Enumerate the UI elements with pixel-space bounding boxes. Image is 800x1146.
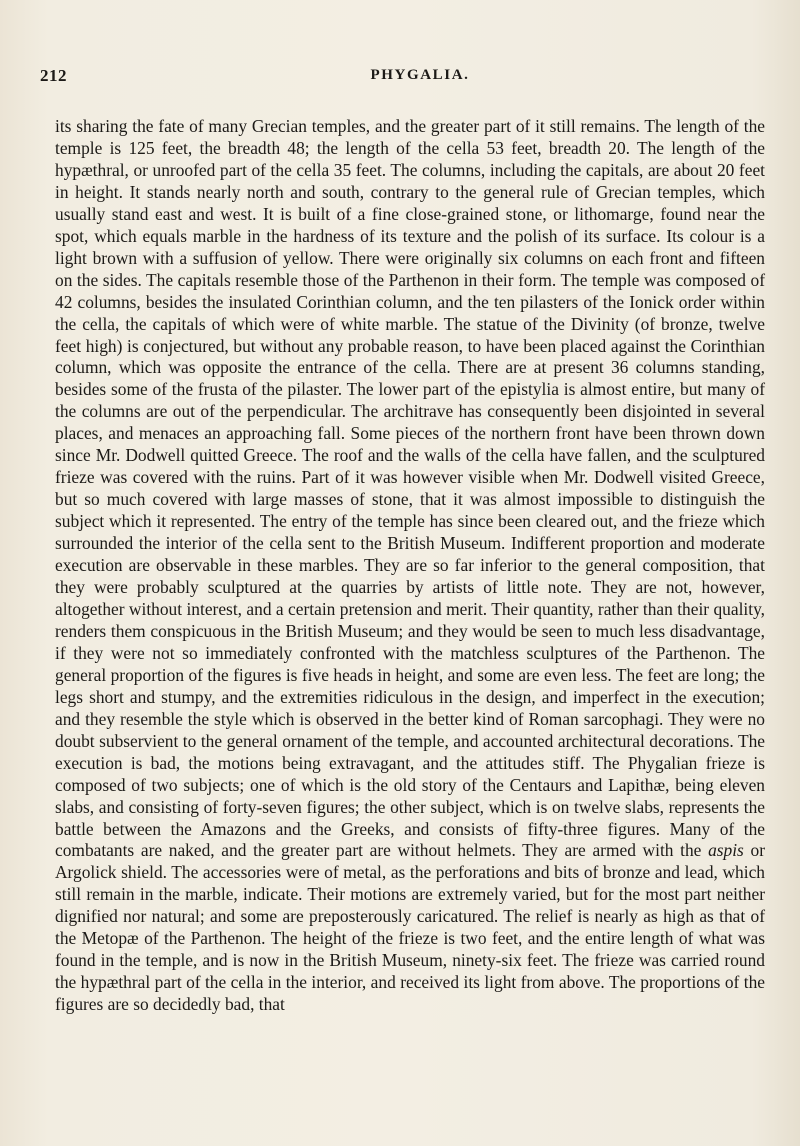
running-head: PHYGALIA. <box>370 67 470 83</box>
italic-term-aspis: aspis <box>708 840 744 861</box>
body-text-part-1: its sharing the fate of many Grecian temples, and the greater part of it still remains. The length of the temple is 125 feet, the breadth 48; the length of the cella 53 feet, breadth 20. The length of the hypæthral, or unroofed part of the cella 35 feet. The columns, including the capitals, are about 20 feet in height. It stands nearly north and south, contrary to the general rule of Grecian temples, which usually stand east and west. It is built of a fine close-grained stone, or lithomarge, found near the spot, which equals marble in the hardness of its texture and the polish of its surface. Its colour is a light brown with a suffusion of yellow. There were originally six columns on each front and fifteen on the sides. The capitals resemble those of the Parthenon in their form. The temple was composed of 42 columns, besides the insulated Corinthian column, and the ten pilasters of the Ionick order within the cella, the capitals of which were of white marble. The statue of the Divinity (of bronze, twelve feet high) is conjectured, but without any probable reason, to have been placed against the Corinthian column, which was opposite the entrance of the cella. There are at present 36 columns standing, besides some of the frusta of the pilaster. The lower part of the epistylia is almost entire, but many of the columns are out of the perpendicular. The architrave has consequently been disjointed in several places, and menaces an approaching fall. Some pieces of the northern front have been thrown down since Mr. Dodwell quitted Greece. The roof and the walls of the cella have fallen, and the sculptured frieze was covered with the ruins. Part of it was however visible when Mr. Dodwell visited Greece, but so much covered with large masses of stone, that it was almost impossible to distinguish the subject which it represented. The entry of the temple has since been cleared out, and the frieze which surrounded the interior of the cella sent to the British Museum. Indifferent proportion and moderate execution are observable in these marbles. They are so far inferior to the general composition, that they were probably sculptured at the quarries by artists of little note. They are not, however, altogether without interest, and a certain pretension and merit. Their quantity, rather than their quality, renders them conspicuous in the British Museum; and they would be seen to much less disadvantage, if they were not so immediately confronted with the matchless sculptures of the Parthenon. The general proportion of the figures is five heads in height, and some are even less. The feet are long; the legs short and stumpy, and the extremities ridiculous in the design, and imperfect in the execution; and they resemble the style which is observed in the better kind of Roman sarcophagi. They were no doubt subservient to the general ornament of the temple, and accounted architectural decorations. The execution is bad, the motions being extravagant, and the attitudes stiff. The Phygalian frieze is composed of two subjects; one of which is the old story of the Centaurs and Lapithæ, being eleven slabs, and consisting of forty-seven figures; the other subject, which is on twelve slabs, represents the battle between the Amazons and the Greeks, and consists of fifty-three figures. Many of the combatants are naked, and the greater part are without helmets. They are armed with the <box>55 116 765 861</box>
body-text-part-2: or Argolick shield. The accessories were of metal, as the perforations and bits of bronze and lead, which still remain in the marble, indicate. Their motions are extremely varied, but for the most part neither dignified nor natural; and some are preposterously caricatured. The relief is nearly as high as that of the Metopæ of the Parthenon. The height of the frieze is two feet, and the entire length of what was found in the temple, and is now in the British Museum, ninety-six feet. The frieze was carried round the hypæthral part of the cella in the interior, and received its light from above. The proportions of the figures are so decidedly bad, that <box>55 840 765 1015</box>
page-number: 212 <box>40 66 67 85</box>
body-paragraph <box>55 116 765 1016</box>
